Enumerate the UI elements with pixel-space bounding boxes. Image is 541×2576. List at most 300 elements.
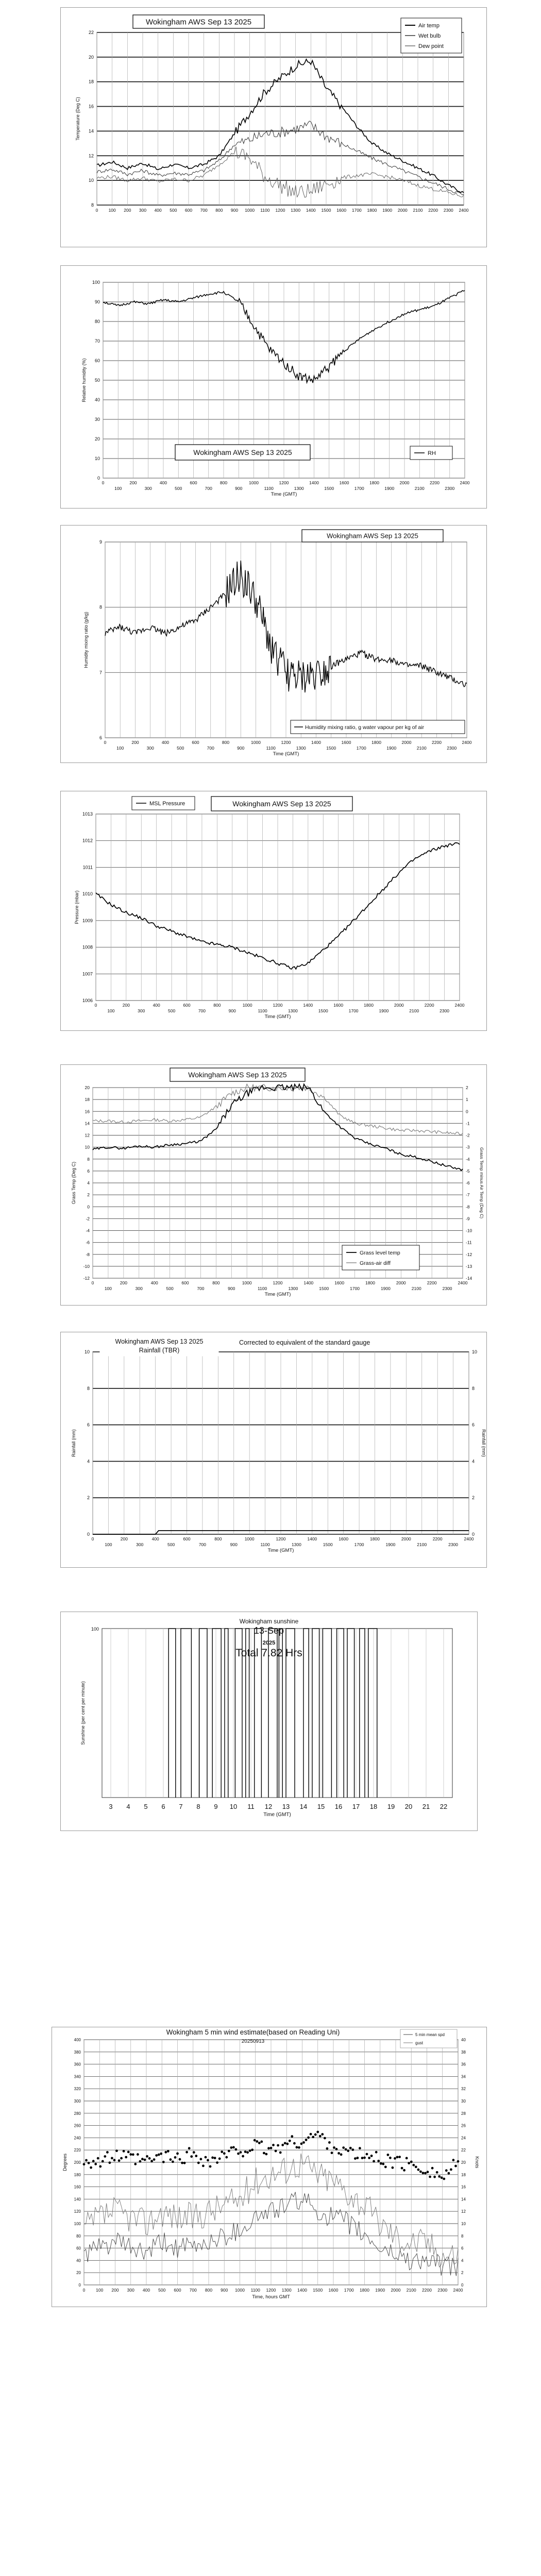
x-tick-label: 1300 <box>288 1008 298 1013</box>
x-tick-label: 2400 <box>462 740 472 745</box>
x-tick-label: 0 <box>94 1003 97 1008</box>
y-tick-label: 200 <box>74 2160 81 2165</box>
y-right-tick-label: 0 <box>472 1532 475 1537</box>
x-tick-label: 1100 <box>258 1008 267 1013</box>
x-tick-label: 2000 <box>397 208 408 213</box>
x-tick-label: 1700 <box>354 1542 364 1547</box>
y-right-tick-label: 8 <box>472 1385 475 1391</box>
y-tick-label: 2 <box>87 1192 90 1198</box>
direction-point <box>258 2142 261 2144</box>
direction-point <box>431 2167 434 2170</box>
y-right-tick-label: -10 <box>466 1228 472 1233</box>
direction-point <box>296 2146 298 2149</box>
y-tick-label: 360 <box>74 2062 81 2067</box>
y-right-tick-label: -6 <box>466 1180 470 1185</box>
direction-point <box>106 2151 109 2154</box>
direction-point <box>221 2150 223 2153</box>
x-tick-label: 800 <box>222 740 230 745</box>
direction-point <box>345 2148 347 2151</box>
y-right-tick-label: 0 <box>461 2283 464 2287</box>
x-tick-label: 1600 <box>328 2287 339 2293</box>
direction-point <box>104 2155 106 2158</box>
y-right-tick-label: 10 <box>472 1349 478 1354</box>
x-tick-label: 1000 <box>235 2287 245 2293</box>
x-axis-label: Time (GMT) <box>264 1014 291 1020</box>
x-tick-label: 200 <box>120 1536 128 1541</box>
x-axis-label: Time (GMT) <box>267 1548 294 1553</box>
direction-point <box>281 2144 284 2146</box>
sunshine-period <box>368 1629 377 1798</box>
y-tick-label: 16 <box>84 1109 90 1114</box>
y-tick-label: 0 <box>87 1204 90 1210</box>
y-right-tick-label: -4 <box>466 1156 470 1162</box>
x-tick-label: 2000 <box>396 1280 406 1285</box>
x-tick-label: 4 <box>126 1803 130 1810</box>
pressure-chart-panel <box>60 791 487 1031</box>
x-tick-label: 200 <box>111 2287 119 2293</box>
x-tick-label: 2300 <box>443 208 453 213</box>
legend-entry: Air temp <box>418 23 439 29</box>
direction-point <box>321 2133 324 2136</box>
sunshine-period <box>303 1629 309 1798</box>
y-tick-label: 1008 <box>82 944 93 950</box>
x-tick-label: 1500 <box>326 745 336 751</box>
direction-point <box>419 2171 422 2173</box>
direction-point <box>162 2161 165 2163</box>
x-tick-label: 2400 <box>458 1280 468 1285</box>
x-tick-label: 900 <box>230 208 239 213</box>
direction-point <box>181 2162 183 2164</box>
direction-point <box>326 2147 329 2150</box>
x-tick-label: 1400 <box>309 480 319 485</box>
y-axis-label: Humidity mixing ratio (g/kg) <box>83 612 89 668</box>
y-right-axis-label: Rainfall (mm) <box>481 1429 486 1457</box>
mixing-ratio-chart-panel <box>60 525 487 763</box>
direction-point <box>314 2133 317 2136</box>
chart-title: Wokingham AWS Sep 13 2025 <box>327 532 418 540</box>
direction-point <box>307 2137 310 2139</box>
direction-point <box>291 2135 293 2138</box>
direction-point <box>380 2162 382 2165</box>
y-tick-label: 0 <box>78 2283 81 2287</box>
direction-point <box>450 2168 452 2171</box>
x-tick-label: 1800 <box>367 208 377 213</box>
x-tick-label: 1400 <box>307 1536 317 1541</box>
direction-point <box>235 2148 238 2151</box>
y-right-tick-label: 22 <box>461 2148 466 2153</box>
y-tick-label: -8 <box>86 1251 90 1257</box>
y-right-tick-label: -7 <box>466 1192 470 1198</box>
direction-point <box>433 2176 436 2178</box>
x-tick-label: 1900 <box>379 1008 389 1013</box>
x-tick-label: 17 <box>352 1803 360 1810</box>
x-tick-label: 300 <box>138 1008 145 1013</box>
y-tick-label: 80 <box>76 2233 81 2239</box>
legend-entry: MSL Pressure <box>149 801 185 807</box>
x-tick-label: 1000 <box>242 1280 252 1285</box>
direction-point <box>134 2163 137 2165</box>
chart-title: Wokingham sunshine <box>239 1618 299 1625</box>
x-tick-label: 9 <box>214 1803 218 1810</box>
y-tick-label: 1007 <box>82 971 93 977</box>
x-tick-label: 700 <box>205 486 212 491</box>
x-tick-label: 300 <box>139 208 147 213</box>
direction-point <box>90 2166 92 2169</box>
x-tick-label: 900 <box>228 1008 236 1013</box>
x-tick-label: 200 <box>131 740 139 745</box>
x-tick-label: 400 <box>153 1003 160 1008</box>
direction-point <box>150 2160 153 2162</box>
direction-point <box>148 2157 151 2160</box>
x-tick-label: 1200 <box>281 740 291 745</box>
y-tick-label: 9 <box>99 539 102 545</box>
direction-point <box>174 2156 177 2159</box>
direction-point <box>389 2157 392 2159</box>
x-tick-label: 21 <box>422 1803 430 1810</box>
x-tick-label: 1900 <box>382 208 393 213</box>
direction-point <box>351 2148 354 2151</box>
direction-point <box>123 2150 125 2153</box>
x-tick-label: 2100 <box>411 1286 421 1291</box>
sunshine-period <box>347 1629 354 1798</box>
y-tick-label: 10 <box>84 1144 90 1150</box>
x-tick-label: 1300 <box>291 1542 301 1547</box>
direction-point <box>97 2157 99 2160</box>
direction-point <box>403 2169 405 2172</box>
x-tick-label: 1000 <box>242 1003 252 1008</box>
direction-point <box>260 2141 263 2143</box>
y-right-tick-label: 24 <box>461 2136 466 2141</box>
direction-point <box>457 2160 460 2163</box>
y-right-tick-label: 6 <box>472 1422 475 1428</box>
x-tick-label: 500 <box>167 1542 175 1547</box>
x-tick-label: 500 <box>167 1008 176 1013</box>
x-tick-label: 14 <box>299 1803 308 1810</box>
direction-point <box>422 2172 425 2174</box>
y-right-tick-label: -12 <box>466 1251 472 1257</box>
y-right-tick-label: 36 <box>461 2062 466 2067</box>
direction-point <box>109 2161 111 2164</box>
direction-point <box>158 2154 160 2156</box>
direction-point <box>237 2153 240 2155</box>
y-tick-label: 18 <box>84 1097 90 1103</box>
y-tick-label: 20 <box>88 54 94 60</box>
y-tick-label: -2 <box>86 1216 90 1222</box>
y-tick-label: 6 <box>87 1422 90 1428</box>
direction-point <box>160 2153 162 2155</box>
direction-point <box>218 2158 221 2160</box>
y-tick-label: 8 <box>91 202 94 208</box>
direction-point <box>205 2156 207 2159</box>
x-tick-label: 15 <box>317 1803 325 1810</box>
direction-point <box>401 2167 403 2170</box>
sunshine-period <box>168 1629 176 1798</box>
direction-point <box>99 2165 102 2168</box>
direction-point <box>424 2172 427 2175</box>
x-tick-label: 1600 <box>339 480 349 485</box>
y-tick-label: 240 <box>74 2136 81 2141</box>
x-tick-label: 1200 <box>275 208 285 213</box>
y-right-tick-label: 40 <box>461 2038 466 2042</box>
direction-point <box>113 2159 116 2161</box>
x-tick-label: 900 <box>230 1542 238 1547</box>
x-tick-label: 1700 <box>351 208 362 213</box>
x-tick-label: 800 <box>213 1003 221 1008</box>
y-tick-label: 40 <box>94 397 100 402</box>
x-tick-label: 1500 <box>318 1008 328 1013</box>
y-right-tick-label: 6 <box>461 2246 464 2251</box>
direction-point <box>170 2158 172 2161</box>
direction-point <box>412 2164 415 2166</box>
y-tick-label: 16 <box>88 104 94 109</box>
y-tick-label: 60 <box>76 2246 81 2251</box>
direction-point <box>312 2136 314 2139</box>
y-tick-label: 8 <box>99 604 102 610</box>
x-axis-label: Time (GMT) <box>273 751 299 757</box>
direction-point <box>340 2154 343 2156</box>
direction-point <box>445 2170 448 2172</box>
x-tick-label: 200 <box>122 1003 130 1008</box>
sunshine-period <box>181 1629 191 1798</box>
direction-point <box>286 2143 289 2145</box>
direction-point <box>361 2157 364 2159</box>
legend-entry: Humidity mixing ratio, g water vapour per kg of air <box>305 724 425 731</box>
x-tick-label: 12 <box>264 1803 273 1810</box>
x-axis-label: Time (GMT) <box>264 1292 291 1297</box>
y-tick-label: 100 <box>91 1626 99 1632</box>
x-tick-label: 2100 <box>409 1008 419 1013</box>
x-tick-label: 2000 <box>401 740 412 745</box>
y-right-tick-label: -5 <box>466 1168 470 1174</box>
y-tick-label: 14 <box>88 128 94 134</box>
x-tick-label: 500 <box>170 208 177 213</box>
x-tick-label: 1400 <box>303 1003 313 1008</box>
direction-point <box>183 2162 186 2164</box>
y-tick-label: -10 <box>83 1263 90 1269</box>
direction-point <box>256 2140 258 2143</box>
y-tick-label: 140 <box>74 2197 81 2202</box>
x-tick-label: 2000 <box>391 2287 401 2293</box>
x-tick-label: 2200 <box>427 1280 437 1285</box>
direction-point <box>373 2160 375 2163</box>
direction-point <box>193 2151 195 2154</box>
y-tick-label: 300 <box>74 2099 81 2104</box>
direction-point <box>270 2147 273 2149</box>
x-tick-label: 13 <box>282 1803 290 1810</box>
x-tick-label: 200 <box>124 208 131 213</box>
y-tick-label: 6 <box>99 735 102 740</box>
y-tick-label: 400 <box>74 2038 81 2042</box>
x-axis-label: Time (GMT) <box>263 1812 291 1818</box>
y-right-tick-label: 0 <box>466 1109 468 1114</box>
direction-point <box>172 2161 174 2163</box>
y-tick-label: 20 <box>76 2270 81 2276</box>
direction-point <box>139 2160 142 2163</box>
x-tick-label: 1900 <box>385 1542 396 1547</box>
x-tick-label: 2400 <box>454 1003 465 1008</box>
direction-point <box>289 2140 291 2142</box>
direction-point <box>436 2171 438 2174</box>
y-tick-label: 90 <box>94 299 100 304</box>
y-tick-label: 6 <box>87 1168 90 1174</box>
direction-point <box>375 2151 378 2154</box>
y-right-tick-label: 28 <box>461 2111 466 2116</box>
direction-point <box>251 2148 253 2151</box>
x-tick-label: 1500 <box>321 208 331 213</box>
x-axis-label: Time (GMT) <box>270 492 297 497</box>
chart-title: Wokingham AWS Sep 13 2025 <box>232 800 331 808</box>
x-tick-label: 1200 <box>276 1536 286 1541</box>
x-tick-label: 1000 <box>244 1536 255 1541</box>
direction-point <box>242 2155 244 2158</box>
y-tick-label: 100 <box>74 2222 81 2226</box>
y-axis-label: Rainfall (mm) <box>71 1429 76 1457</box>
y-tick-label: 30 <box>94 417 100 422</box>
x-tick-label: 1700 <box>348 1008 359 1013</box>
y-tick-label: -12 <box>83 1276 90 1281</box>
x-tick-label: 1600 <box>333 1003 344 1008</box>
x-tick-label: 600 <box>183 1003 191 1008</box>
y-right-tick-label: 32 <box>461 2087 466 2092</box>
x-tick-label: 1100 <box>260 208 270 213</box>
x-tick-label: 400 <box>142 2287 150 2293</box>
y-tick-label: 20 <box>84 1085 90 1090</box>
x-tick-label: 2000 <box>399 480 410 485</box>
x-tick-label: 1700 <box>356 745 366 751</box>
y-tick-label: 0 <box>97 476 100 481</box>
x-tick-label: 1900 <box>380 1286 391 1291</box>
x-tick-label: 2200 <box>430 480 439 485</box>
chart-title: Wokingham AWS Sep 13 2025 <box>193 448 292 457</box>
sunshine-total: Total 7.82 Hrs <box>235 1647 302 1659</box>
x-tick-label: 700 <box>198 1008 206 1013</box>
y-tick-label: 20 <box>94 436 100 442</box>
temperature-chart <box>61 8 486 247</box>
direction-point <box>319 2135 322 2138</box>
y-tick-label: 120 <box>74 2209 81 2214</box>
y-tick-label: -6 <box>86 1240 90 1245</box>
direction-point <box>164 2151 167 2154</box>
direction-point <box>394 2157 396 2160</box>
x-tick-label: 1800 <box>370 1536 380 1541</box>
y-tick-label: 180 <box>74 2172 81 2177</box>
x-tick-label: 1400 <box>311 740 321 745</box>
x-tick-label: 3 <box>109 1803 113 1810</box>
y-tick-label: 220 <box>74 2148 81 2153</box>
x-tick-label: 400 <box>154 208 162 213</box>
direction-point <box>225 2156 228 2159</box>
direction-point <box>384 2166 387 2168</box>
direction-point <box>92 2160 95 2162</box>
wind-chart <box>52 2027 486 2307</box>
direction-point <box>363 2157 366 2159</box>
sunshine-chart <box>61 1612 477 1831</box>
rainfall-chart-panel <box>60 1332 487 1568</box>
x-tick-label: 100 <box>114 486 122 491</box>
x-tick-label: 2300 <box>445 486 455 491</box>
y-axis-label: Degrees <box>62 2153 67 2172</box>
y-right-tick-label: -1 <box>466 1121 470 1126</box>
y-tick-label: 1009 <box>82 918 93 923</box>
x-tick-label: 2400 <box>460 480 470 485</box>
direction-point <box>185 2151 188 2154</box>
y-right-tick-label: 34 <box>461 2074 466 2079</box>
chart-annotation: Corrected to equivalent of the standard gauge <box>239 1339 370 1346</box>
y-right-tick-label: 12 <box>461 2209 466 2214</box>
x-tick-label: 2200 <box>432 1536 443 1541</box>
x-tick-label: 800 <box>219 480 228 485</box>
y-right-tick-label: 2 <box>472 1495 475 1501</box>
x-tick-label: 8 <box>196 1803 200 1810</box>
x-tick-label: 500 <box>158 2287 166 2293</box>
y-tick-label: 40 <box>76 2258 81 2263</box>
direction-point <box>368 2157 370 2159</box>
x-tick-label: 1000 <box>251 740 261 745</box>
x-tick-label: 300 <box>127 2287 134 2293</box>
x-tick-label: 0 <box>82 2287 86 2293</box>
legend-entry: Wet bulb <box>418 33 441 39</box>
x-tick-label: 1100 <box>266 745 276 751</box>
temperature-chart-panel <box>60 7 487 247</box>
direction-point <box>88 2162 90 2164</box>
x-tick-label: 500 <box>175 486 182 491</box>
sunshine-period <box>199 1629 207 1798</box>
y-tick-label: 8 <box>87 1156 90 1162</box>
x-tick-label: 1100 <box>257 1286 267 1291</box>
direction-point <box>454 2165 457 2167</box>
x-tick-label: 20 <box>404 1803 413 1810</box>
x-tick-label: 200 <box>120 1280 127 1285</box>
x-tick-label: 1100 <box>264 486 274 491</box>
y-tick-label: 4 <box>87 1180 90 1185</box>
y-right-axis-label: Grass Temp minus Air Temp (Deg C) <box>479 1147 484 1219</box>
x-tick-label: 2100 <box>406 2287 416 2293</box>
grass-temp-chart-panel <box>60 1064 487 1306</box>
x-tick-label: 2400 <box>464 1536 474 1541</box>
y-tick-label: 12 <box>84 1132 90 1138</box>
y-tick-label: 100 <box>92 280 100 285</box>
x-tick-label: 1600 <box>341 740 351 745</box>
direction-point <box>232 2146 235 2149</box>
y-axis-label: Temperature (Deg C) <box>75 97 80 141</box>
x-tick-label: 1800 <box>371 740 381 745</box>
x-tick-label: 2200 <box>422 2287 432 2293</box>
y-axis-label: Grass Temp (Deg C) <box>71 1161 76 1205</box>
x-tick-label: 2300 <box>447 745 457 751</box>
sunshine-period <box>225 1629 228 1798</box>
direction-point <box>102 2160 104 2163</box>
x-tick-label: 2100 <box>417 1542 427 1547</box>
y-tick-label: 12 <box>88 153 94 159</box>
direction-point <box>359 2147 361 2149</box>
x-tick-label: 100 <box>107 1008 115 1013</box>
direction-point <box>230 2146 233 2149</box>
direction-point <box>324 2137 326 2140</box>
x-tick-label: 300 <box>136 1542 144 1547</box>
x-tick-label: 2200 <box>432 740 442 745</box>
y-right-tick-label: 4 <box>472 1459 475 1464</box>
direction-point <box>197 2162 200 2164</box>
x-tick-label: 1900 <box>375 2287 385 2293</box>
direction-point <box>429 2176 431 2178</box>
y-tick-label: -4 <box>86 1228 90 1233</box>
x-tick-label: 400 <box>159 480 167 485</box>
x-tick-label: 700 <box>200 208 208 213</box>
direction-point <box>216 2161 218 2164</box>
x-tick-label: 1800 <box>364 1003 374 1008</box>
x-tick-label: 2100 <box>414 486 425 491</box>
x-tick-label: 800 <box>212 1280 220 1285</box>
